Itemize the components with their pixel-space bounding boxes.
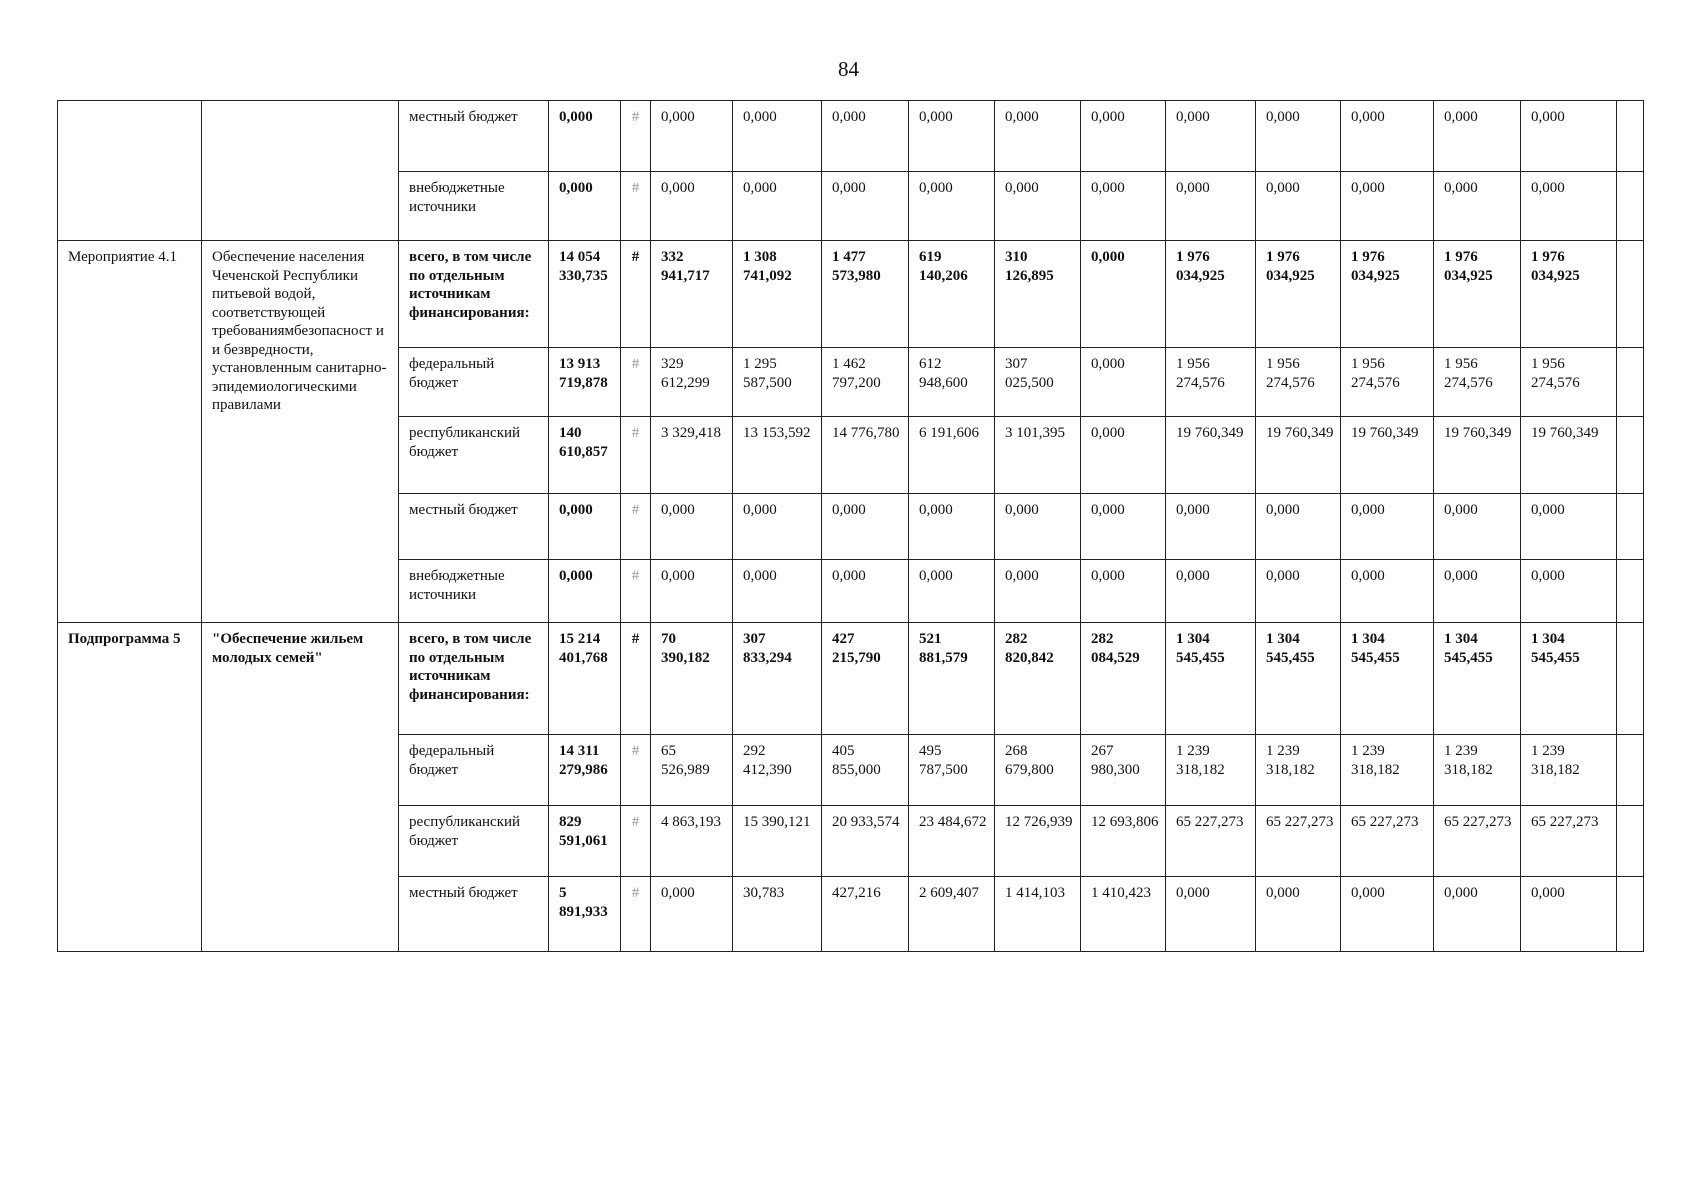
year-value-cell: 4 863,193: [651, 806, 733, 877]
year-value-cell: 20 933,574: [822, 806, 909, 877]
year-value-cell: 12 726,939: [995, 806, 1081, 877]
year-value-cell: 0,000: [1081, 172, 1166, 241]
year-value-cell: 1 956 274,576: [1521, 348, 1617, 417]
funding-source-cell: внебюджетные источники: [399, 560, 549, 623]
year-value-cell: 495 787,500: [909, 735, 995, 806]
year-value-cell: 1 295 587,500: [733, 348, 822, 417]
year-value-cell: 1 414,103: [995, 877, 1081, 952]
year-value-cell: 282 820,842: [995, 623, 1081, 735]
trailing-cell: [1617, 623, 1644, 735]
table-row: [58, 241, 1644, 348]
year-value-cell: 3 101,395: [995, 417, 1081, 494]
year-value-cell: 268 679,800: [995, 735, 1081, 806]
total-cell: 5 891,933: [549, 877, 621, 952]
year-value-cell: 0,000: [822, 560, 909, 623]
year-value-cell: 0,000: [1166, 494, 1256, 560]
year-value-cell: 0,000: [1434, 560, 1521, 623]
year-value-cell: 1 976 034,925: [1341, 241, 1434, 348]
hash-cell: #: [621, 806, 651, 877]
funding-source-cell: местный бюджет: [399, 494, 549, 560]
year-value-cell: 0,000: [1521, 877, 1617, 952]
budget-table: [57, 100, 1644, 952]
year-value-cell: 0,000: [733, 494, 822, 560]
total-cell: 14 054 330,735: [549, 241, 621, 348]
funding-source-cell: внебюджетные источники: [399, 172, 549, 241]
code-cell-empty: [58, 101, 202, 241]
year-value-cell: 0,000: [1166, 560, 1256, 623]
year-value-cell: 1 976 034,925: [1521, 241, 1617, 348]
year-value-cell: 0,000: [1434, 101, 1521, 172]
program-name-cell: Обеспечение населения Чеченской Республики питьевой водой, соответствующей требованиямбезопасност и и безвредности, установленным санитарно-эпидемиологическими правилами: [202, 241, 399, 623]
year-value-cell: 1 239 318,182: [1341, 735, 1434, 806]
year-value-cell: 19 760,349: [1341, 417, 1434, 494]
funding-source-cell: республиканский бюджет: [399, 417, 549, 494]
year-value-cell: 0,000: [1341, 560, 1434, 623]
year-value-cell: 0,000: [822, 494, 909, 560]
year-value-cell: 619 140,206: [909, 241, 995, 348]
trailing-cell: [1617, 172, 1644, 241]
year-value-cell: 6 191,606: [909, 417, 995, 494]
year-value-cell: 0,000: [1521, 494, 1617, 560]
year-value-cell: 0,000: [1256, 877, 1341, 952]
year-value-cell: 19 760,349: [1256, 417, 1341, 494]
funding-source-cell: всего, в том числе по отдельным источникам финансирования:: [399, 241, 549, 348]
funding-source-cell: федеральный бюджет: [399, 735, 549, 806]
year-value-cell: 0,000: [651, 101, 733, 172]
year-value-cell: 0,000: [1521, 101, 1617, 172]
year-value-cell: 0,000: [1081, 417, 1166, 494]
year-value-cell: 0,000: [1434, 494, 1521, 560]
funding-source-cell: республиканский бюджет: [399, 806, 549, 877]
year-value-cell: 0,000: [1434, 172, 1521, 241]
year-value-cell: 65 227,273: [1521, 806, 1617, 877]
year-value-cell: 1 304 545,455: [1434, 623, 1521, 735]
total-cell: 13 913 719,878: [549, 348, 621, 417]
year-value-cell: 267 980,300: [1081, 735, 1166, 806]
hash-cell: #: [621, 417, 651, 494]
program-name-cell: "Обеспечение жильем молодых семей": [202, 623, 399, 952]
year-value-cell: 1 956 274,576: [1434, 348, 1521, 417]
year-value-cell: 0,000: [733, 172, 822, 241]
year-value-cell: 13 153,592: [733, 417, 822, 494]
year-value-cell: 70 390,182: [651, 623, 733, 735]
year-value-cell: 0,000: [995, 560, 1081, 623]
year-value-cell: 1 462 797,200: [822, 348, 909, 417]
year-value-cell: 332 941,717: [651, 241, 733, 348]
year-value-cell: 15 390,121: [733, 806, 822, 877]
trailing-cell: [1617, 494, 1644, 560]
hash-cell: #: [621, 348, 651, 417]
total-cell: 0,000: [549, 560, 621, 623]
year-value-cell: 0,000: [1166, 877, 1256, 952]
hash-cell: #: [621, 241, 651, 348]
year-value-cell: 427 215,790: [822, 623, 909, 735]
year-value-cell: 0,000: [995, 172, 1081, 241]
year-value-cell: 0,000: [1521, 172, 1617, 241]
total-cell: 829 591,061: [549, 806, 621, 877]
year-value-cell: 0,000: [1341, 494, 1434, 560]
year-value-cell: 1 239 318,182: [1521, 735, 1617, 806]
table-body: [58, 101, 1644, 952]
hash-cell: #: [621, 623, 651, 735]
program-code-cell: Мероприятие 4.1: [58, 241, 202, 623]
year-value-cell: 12 693,806: [1081, 806, 1166, 877]
year-value-cell: 65 227,273: [1256, 806, 1341, 877]
year-value-cell: 0,000: [909, 494, 995, 560]
year-value-cell: 14 776,780: [822, 417, 909, 494]
year-value-cell: 1 956 274,576: [1341, 348, 1434, 417]
hash-cell: #: [621, 877, 651, 952]
total-cell: 15 214 401,768: [549, 623, 621, 735]
year-value-cell: 0,000: [1256, 101, 1341, 172]
trailing-cell: [1617, 101, 1644, 172]
year-value-cell: 0,000: [995, 494, 1081, 560]
year-value-cell: 0,000: [1256, 172, 1341, 241]
page-number: 84: [838, 57, 859, 81]
hash-cell: #: [621, 494, 651, 560]
year-value-cell: 0,000: [1166, 172, 1256, 241]
total-cell: 0,000: [549, 101, 621, 172]
year-value-cell: 0,000: [909, 560, 995, 623]
year-value-cell: 65 526,989: [651, 735, 733, 806]
funding-source-cell: всего, в том числе по отдельным источникам финансирования:: [399, 623, 549, 735]
total-cell: 0,000: [549, 172, 621, 241]
year-value-cell: 0,000: [1081, 348, 1166, 417]
name-cell-empty: [202, 101, 399, 241]
year-value-cell: 1 976 034,925: [1166, 241, 1256, 348]
year-value-cell: 0,000: [733, 560, 822, 623]
year-value-cell: 0,000: [1521, 560, 1617, 623]
table-row: [58, 101, 1644, 172]
year-value-cell: 0,000: [1081, 494, 1166, 560]
year-value-cell: 307 025,500: [995, 348, 1081, 417]
year-value-cell: 0,000: [822, 172, 909, 241]
year-value-cell: 65 227,273: [1166, 806, 1256, 877]
trailing-cell: [1617, 241, 1644, 348]
year-value-cell: 0,000: [909, 172, 995, 241]
table-row: [58, 623, 1644, 735]
year-value-cell: 1 239 318,182: [1166, 735, 1256, 806]
year-value-cell: 1 308 741,092: [733, 241, 822, 348]
year-value-cell: 23 484,672: [909, 806, 995, 877]
year-value-cell: 405 855,000: [822, 735, 909, 806]
year-value-cell: 1 304 545,455: [1341, 623, 1434, 735]
year-value-cell: 30,783: [733, 877, 822, 952]
year-value-cell: 329 612,299: [651, 348, 733, 417]
year-value-cell: 0,000: [822, 101, 909, 172]
year-value-cell: 0,000: [1341, 877, 1434, 952]
year-value-cell: 1 956 274,576: [1256, 348, 1341, 417]
year-value-cell: 0,000: [1166, 101, 1256, 172]
trailing-cell: [1617, 417, 1644, 494]
year-value-cell: 0,000: [651, 494, 733, 560]
year-value-cell: 19 760,349: [1166, 417, 1256, 494]
year-value-cell: 521 881,579: [909, 623, 995, 735]
year-value-cell: 0,000: [651, 172, 733, 241]
year-value-cell: 1 304 545,455: [1256, 623, 1341, 735]
year-value-cell: 1 239 318,182: [1434, 735, 1521, 806]
year-value-cell: 1 304 545,455: [1521, 623, 1617, 735]
year-value-cell: 0,000: [1081, 241, 1166, 348]
year-value-cell: 292 412,390: [733, 735, 822, 806]
hash-cell: #: [621, 735, 651, 806]
year-value-cell: 1 304 545,455: [1166, 623, 1256, 735]
year-value-cell: 1 410,423: [1081, 877, 1166, 952]
year-value-cell: 3 329,418: [651, 417, 733, 494]
year-value-cell: 1 976 034,925: [1434, 241, 1521, 348]
total-cell: 14 311 279,986: [549, 735, 621, 806]
year-value-cell: 0,000: [733, 101, 822, 172]
year-value-cell: 0,000: [1081, 560, 1166, 623]
year-value-cell: 0,000: [651, 877, 733, 952]
trailing-cell: [1617, 735, 1644, 806]
funding-source-cell: местный бюджет: [399, 877, 549, 952]
year-value-cell: 1 976 034,925: [1256, 241, 1341, 348]
year-value-cell: 1 956 274,576: [1166, 348, 1256, 417]
year-value-cell: 1 477 573,980: [822, 241, 909, 348]
trailing-cell: [1617, 560, 1644, 623]
hash-cell: #: [621, 172, 651, 241]
year-value-cell: 0,000: [1341, 172, 1434, 241]
funding-source-cell: федеральный бюджет: [399, 348, 549, 417]
year-value-cell: 0,000: [1081, 101, 1166, 172]
year-value-cell: 0,000: [1434, 877, 1521, 952]
year-value-cell: 307 833,294: [733, 623, 822, 735]
year-value-cell: 310 126,895: [995, 241, 1081, 348]
year-value-cell: 612 948,600: [909, 348, 995, 417]
year-value-cell: 2 609,407: [909, 877, 995, 952]
trailing-cell: [1617, 806, 1644, 877]
program-code-cell: Подпрограмма 5: [58, 623, 202, 952]
trailing-cell: [1617, 877, 1644, 952]
total-cell: 0,000: [549, 494, 621, 560]
year-value-cell: 65 227,273: [1434, 806, 1521, 877]
year-value-cell: 0,000: [995, 101, 1081, 172]
year-value-cell: 0,000: [1256, 560, 1341, 623]
year-value-cell: 0,000: [909, 101, 995, 172]
funding-source-cell: местный бюджет: [399, 101, 549, 172]
year-value-cell: 282 084,529: [1081, 623, 1166, 735]
year-value-cell: 19 760,349: [1434, 417, 1521, 494]
total-cell: 140 610,857: [549, 417, 621, 494]
hash-cell: #: [621, 101, 651, 172]
year-value-cell: 1 239 318,182: [1256, 735, 1341, 806]
hash-cell: #: [621, 560, 651, 623]
year-value-cell: 0,000: [651, 560, 733, 623]
year-value-cell: 19 760,349: [1521, 417, 1617, 494]
year-value-cell: 0,000: [1341, 101, 1434, 172]
year-value-cell: 0,000: [1256, 494, 1341, 560]
year-value-cell: 65 227,273: [1341, 806, 1434, 877]
trailing-cell: [1617, 348, 1644, 417]
year-value-cell: 427,216: [822, 877, 909, 952]
